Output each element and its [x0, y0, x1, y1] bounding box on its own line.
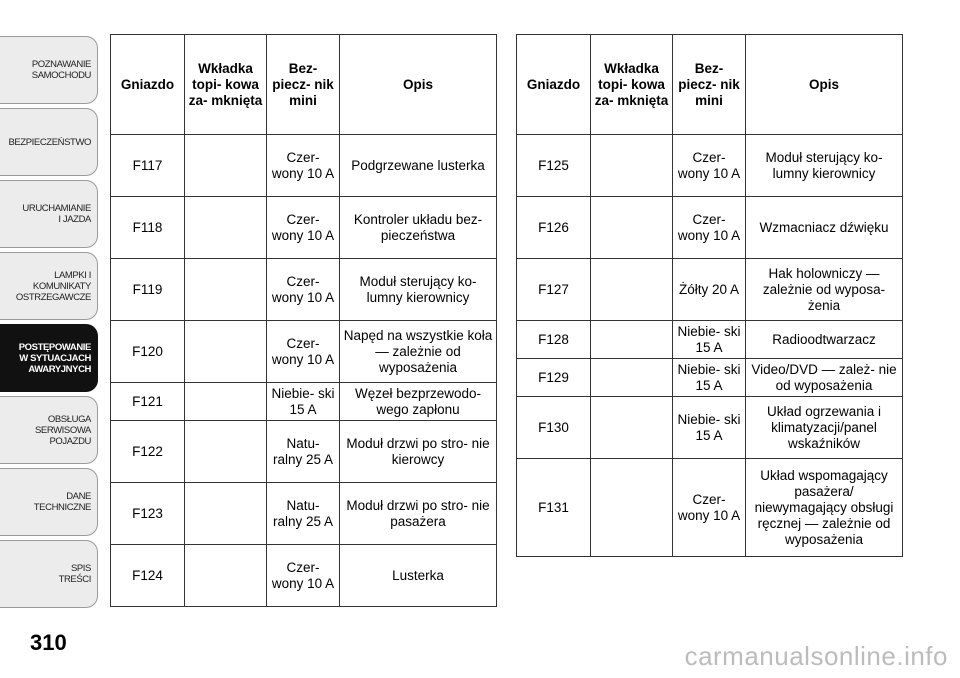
mini-fuse-cell: Niebie- ski 15 A	[673, 397, 746, 459]
mini-fuse-cell: Czer- wony 10 A	[267, 197, 340, 259]
table-row	[111, 421, 497, 483]
tab-fuse-cell	[185, 259, 267, 321]
table-row	[111, 545, 497, 607]
tab-fuse-cell	[185, 383, 267, 421]
table-row	[517, 359, 903, 397]
mini-fuse-cell: Czer- wony 10 A	[267, 321, 340, 383]
description-cell: Układ ogrzewania i klimatyzacji/panel wskaźników	[746, 397, 903, 459]
description-cell: Moduł drzwi po stro- nie kierowcy	[340, 421, 497, 483]
description-cell: Lusterka	[340, 545, 497, 607]
tab-postepowanie-w-sytuacjach-awaryjnych[interactable]: POSTĘPOWANIE W SYTUACJACH AWARYJNYCH	[0, 324, 98, 392]
table-row	[517, 259, 903, 321]
fuse-table-right-body	[517, 135, 903, 557]
tab-fuse-cell	[591, 459, 673, 557]
header-tab-fuse: Wkładka topi- kowa za- mknięta	[185, 35, 267, 135]
mini-fuse-cell: Niebie- ski 15 A	[673, 321, 746, 359]
socket-cell: F126	[517, 197, 591, 259]
socket-cell: F117	[111, 135, 185, 197]
mini-fuse-cell: Niebie- ski 15 A	[267, 383, 340, 421]
socket-cell: F130	[517, 397, 591, 459]
table-row	[111, 135, 497, 197]
tab-bezpieczenstwo[interactable]: BEZPIECZEŃSTWO	[0, 108, 98, 176]
header-mini-fuse: Bez- piecz- nik mini	[673, 35, 746, 135]
socket-cell: F118	[111, 197, 185, 259]
description-cell: Hak holowniczy — zależnie od wyposa- żenia	[746, 259, 903, 321]
tab-fuse-cell	[591, 321, 673, 359]
description-cell: Moduł sterujący ko- lumny kierownicy	[746, 135, 903, 197]
table-row	[111, 483, 497, 545]
description-cell: Wzmacniacz dźwięku	[746, 197, 903, 259]
table-row	[517, 397, 903, 459]
tab-fuse-cell	[591, 259, 673, 321]
socket-cell: F131	[517, 459, 591, 557]
mini-fuse-cell: Czer- wony 10 A	[673, 135, 746, 197]
table-row	[517, 459, 903, 557]
tab-fuse-cell	[591, 135, 673, 197]
socket-cell: F121	[111, 383, 185, 421]
table-row	[517, 321, 903, 359]
description-cell: Moduł sterujący ko- lumny kierownicy	[340, 259, 497, 321]
header-description: Opis	[746, 35, 903, 135]
socket-cell: F123	[111, 483, 185, 545]
tab-fuse-cell	[591, 397, 673, 459]
fuse-table-right	[516, 34, 903, 557]
description-cell: Radioodtwarzacz	[746, 321, 903, 359]
mini-fuse-cell: Czer- wony 10 A	[267, 545, 340, 607]
mini-fuse-cell: Niebie- ski 15 A	[673, 359, 746, 397]
socket-cell: F119	[111, 259, 185, 321]
tab-fuse-cell	[591, 197, 673, 259]
mini-fuse-cell: Czer- wony 10 A	[267, 259, 340, 321]
header-mini-fuse: Bez- piecz- nik mini	[267, 35, 340, 135]
table-row	[517, 197, 903, 259]
tab-fuse-cell	[185, 321, 267, 383]
table-row	[111, 259, 497, 321]
fuse-table-left-body	[111, 135, 497, 607]
tab-fuse-cell	[185, 483, 267, 545]
tab-uruchamianie-i-jazda[interactable]: URUCHAMIANIE I JAZDA	[0, 180, 98, 248]
table-header-row	[517, 35, 903, 135]
mini-fuse-cell: Żółty 20 A	[673, 259, 746, 321]
description-cell: Podgrzewane lusterka	[340, 135, 497, 197]
watermark: carmanualsonline.info	[684, 641, 948, 671]
description-cell: Węzeł bezprzewodo- wego zapłonu	[340, 383, 497, 421]
mini-fuse-cell: Natu- ralny 25 A	[267, 483, 340, 545]
description-cell: Video/DVD — zależ- nie od wyposażenia	[746, 359, 903, 397]
socket-cell: F120	[111, 321, 185, 383]
tab-spis-tresci[interactable]: SPIS TREŚCI	[0, 540, 98, 608]
description-cell: Układ wspomagający pasażera/ niewymagający obsługi ręcznej — zależnie od wyposażenia	[746, 459, 903, 557]
fuse-table-left	[110, 34, 497, 607]
table-row	[517, 135, 903, 197]
socket-cell: F128	[517, 321, 591, 359]
mini-fuse-cell: Czer- wony 10 A	[267, 135, 340, 197]
socket-cell: F125	[517, 135, 591, 197]
tab-fuse-cell	[591, 359, 673, 397]
mini-fuse-cell: Czer- wony 10 A	[673, 197, 746, 259]
header-socket: Gniazdo	[111, 35, 185, 135]
header-tab-fuse: Wkładka topi- kowa za- mknięta	[591, 35, 673, 135]
mini-fuse-cell: Czer- wony 10 A	[673, 459, 746, 557]
table-header-row	[111, 35, 497, 135]
description-cell: Moduł drzwi po stro- nie pasażera	[340, 483, 497, 545]
mini-fuse-cell: Natu- ralny 25 A	[267, 421, 340, 483]
table-row	[111, 321, 497, 383]
socket-cell: F122	[111, 421, 185, 483]
socket-cell: F124	[111, 545, 185, 607]
section-sidebar	[0, 0, 100, 678]
tab-fuse-cell	[185, 197, 267, 259]
header-description: Opis	[340, 35, 497, 135]
tab-fuse-cell	[185, 421, 267, 483]
tab-poznawanie-samochodu[interactable]: POZNAWANIE SAMOCHODU	[0, 36, 98, 104]
tab-fuse-cell	[185, 545, 267, 607]
tab-obsluga-serwisowa[interactable]: OBSŁUGA SERWISOWA POJAZDU	[0, 396, 98, 464]
page-number: 310	[30, 630, 67, 655]
table-row	[111, 197, 497, 259]
tab-lampki-i-komunikaty[interactable]: LAMPKI I KOMUNIKATY OSTRZEGAWCZE	[0, 252, 98, 320]
socket-cell: F129	[517, 359, 591, 397]
description-cell: Napęd na wszystkie koła — zależnie od wyposażenia	[340, 321, 497, 383]
table-row	[111, 383, 497, 421]
socket-cell: F127	[517, 259, 591, 321]
header-socket: Gniazdo	[517, 35, 591, 135]
description-cell: Kontroler układu bez- pieczeństwa	[340, 197, 497, 259]
tab-fuse-cell	[185, 135, 267, 197]
tab-dane-techniczne[interactable]: DANE TECHNICZNE	[0, 468, 98, 536]
